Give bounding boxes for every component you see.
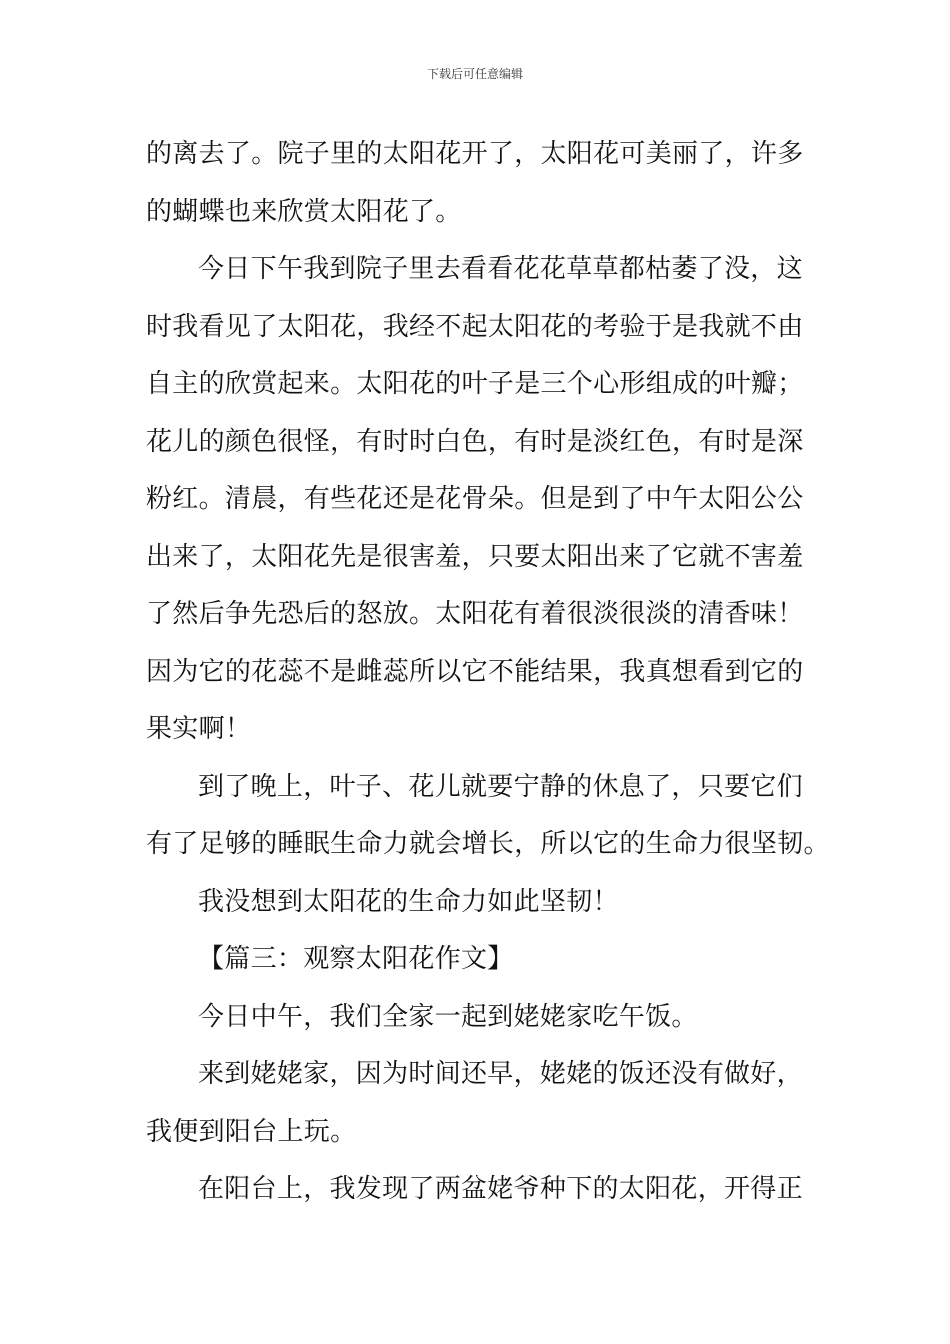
- paragraph-start: 我没想到太阳花的生命力如此坚韧！: [198, 886, 619, 917]
- page-header: 下载后可任意编辑: [426, 67, 523, 81]
- paragraph-start: 今日下午我到院子里去看看花花草草都枯萎了没，这: [198, 254, 803, 284]
- text-line: 因为它的花蕊不是雌蕊所以它不能结果，我真想看到它的: [146, 656, 804, 687]
- paragraph-start: 到了晚上，叶子、花儿就要宁静的休息了，只要它们: [198, 771, 803, 802]
- section-heading: 【篇三：观察太阳花作文】: [198, 944, 514, 974]
- text-line: 果实啊！: [146, 714, 252, 744]
- text-line: 有了足够的睡眠生命力就会增长，所以它的生命力很坚韧。: [146, 829, 830, 859]
- document-body: [146, 126, 830, 1219]
- text-line: 的离去了。院子里的太阳花开了，太阳花可美丽了，许多: [146, 139, 804, 169]
- text-line: 粉红。清晨，有些花还是花骨朵。但是到了中午太阳公公: [146, 484, 804, 514]
- paragraph-start: 今日中午，我们全家一起到姥姥家吃午饭。: [198, 1001, 698, 1032]
- text-line: 了然后争先恐后的怒放。太阳花有着很淡很淡的清香味！: [146, 599, 804, 629]
- text-line: 花儿的颜色很怪，有时时白色，有时是淡红色，有时是深: [146, 426, 804, 457]
- text-line: 自主的欣赏起来。太阳花的叶子是三个心形组成的叶瓣；: [146, 369, 804, 399]
- paragraph-start: 在阳台上，我发现了两盆姥爷种下的太阳花，开得正: [198, 1174, 803, 1204]
- text-line: 时我看见了太阳花，我经不起太阳花的考验于是我就不由: [146, 311, 804, 342]
- text-line: 的蝴蝶也来欣赏太阳花了。: [146, 196, 462, 227]
- text-line: 出来了，太阳花先是很害羞，只要太阳出来了它就不害羞: [146, 541, 804, 572]
- text-line: 我便到阳台上玩。: [146, 1116, 357, 1147]
- paragraph-start: 来到姥姥家，因为时间还早，姥姥的饭还没有做好，: [198, 1059, 803, 1089]
